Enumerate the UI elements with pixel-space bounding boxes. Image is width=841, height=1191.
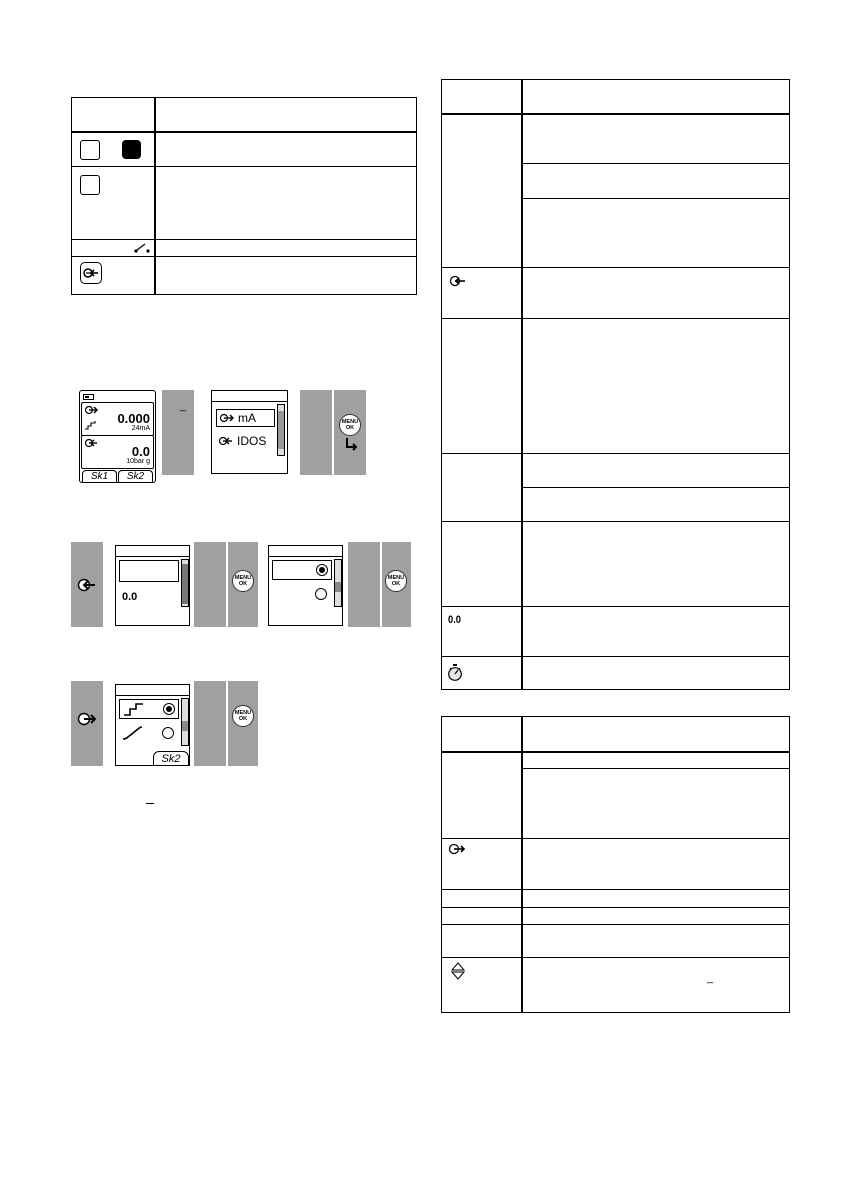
output-panel [81,402,154,436]
table-row-rule [442,924,789,925]
scrollbar[interactable] [181,559,189,607]
scrollbar[interactable] [181,698,189,746]
radio-unselected[interactable] [315,588,327,600]
zero-value-icon: 0.0 [448,614,462,626]
scrollbar[interactable] [334,559,342,607]
input-option-screen [268,545,343,626]
output-unit: 24mA [131,425,150,432]
menu-item-label: IDOS [237,434,267,448]
overline-mark [146,803,154,804]
input-panel [81,435,154,469]
table-row-rule [442,907,789,908]
output-arrow-icon [84,405,98,415]
key-panel [300,390,332,475]
output-config-screen [115,684,190,766]
output-arrow-icon [77,712,97,726]
step-ramp-icon [85,421,96,430]
output-arrow-icon [448,843,466,855]
pressure-input-icon [80,262,102,284]
table-row-rule [442,656,789,657]
table-row-rule [442,267,789,268]
screen-header-rule [269,556,342,557]
ramp-icon [123,726,143,740]
menu-item-label: mA [238,411,256,425]
left-symbol-table [71,97,417,295]
key-panel [194,681,226,766]
step-icon [124,703,144,716]
menu-item-ma[interactable] [216,409,275,427]
screen-header-rule [116,695,189,696]
selected-field[interactable] [119,560,179,582]
enter-arrow-icon [345,437,359,451]
radio-selected[interactable] [316,564,328,576]
main-display-screen [79,390,156,483]
timer-icon [447,664,463,681]
empty-square-icon [80,140,100,160]
table-row-rule [442,889,789,890]
input-arrow-icon [77,578,97,592]
pressure-input-icon [218,436,234,446]
table-subrow-rule [522,198,789,199]
input-config-screen [115,545,190,626]
softkey-1[interactable]: Sk1 [82,470,117,482]
battery-icon [83,394,94,400]
pressure-input-icon [84,438,98,448]
input-arrow-icon [449,275,467,287]
menu-item-idos[interactable] [216,433,275,451]
softkey-2[interactable]: Sk2 [153,751,189,765]
screen-header-rule [212,401,287,402]
menu-ok-button[interactable]: MENU OK [232,705,254,727]
up-down-icon [451,962,465,980]
table-header-rule [72,131,416,133]
key-panel [162,390,194,475]
table-row-rule [442,318,789,319]
table-row-rule [72,239,416,240]
table-column-divider [154,98,156,294]
table-header-rule [442,113,789,115]
menu-ok-button[interactable]: MENU OK [339,414,361,436]
radio-selected[interactable] [163,703,175,715]
filled-square-icon [122,140,141,159]
menu-ok-button[interactable]: MENU OK [232,570,254,592]
table-row-rule [442,957,789,958]
screen-header-rule [116,556,189,557]
underscore-mark: _ [707,972,714,984]
table-subrow-rule [522,768,789,769]
softkey-2[interactable]: Sk2 [118,470,153,482]
table-column-divider [521,80,523,689]
output-arrow-icon [219,413,235,423]
output-value: 0.000 [117,411,150,426]
empty-square-icon [80,175,100,195]
right-bottom-table [441,716,790,1013]
table-row-rule [72,256,416,257]
table-subrow-rule [522,163,789,164]
underscore-mark: _ [180,400,187,412]
radio-unselected[interactable] [162,727,174,739]
key-panel [348,542,380,627]
menu-ok-button[interactable]: MENU OK [385,570,407,592]
input-unit: 10bar g [126,458,150,465]
selected-option[interactable] [119,699,179,719]
menu-list-screen [211,390,288,474]
table-row-rule [442,453,789,454]
right-top-table [441,79,790,690]
selected-option[interactable] [272,560,332,580]
scrollbar[interactable] [277,404,285,456]
table-header-rule [442,751,789,753]
table-subrow-rule [522,487,789,488]
table-row-rule [442,521,789,522]
input-value-label: 0.0 [122,591,138,603]
table-row-rule [72,166,416,167]
input-value: 0.0 [131,444,150,459]
table-row-rule [442,606,789,607]
table-column-divider [521,717,523,1012]
table-row-rule [442,838,789,839]
key-panel [194,542,226,627]
switch-icon [134,242,150,254]
